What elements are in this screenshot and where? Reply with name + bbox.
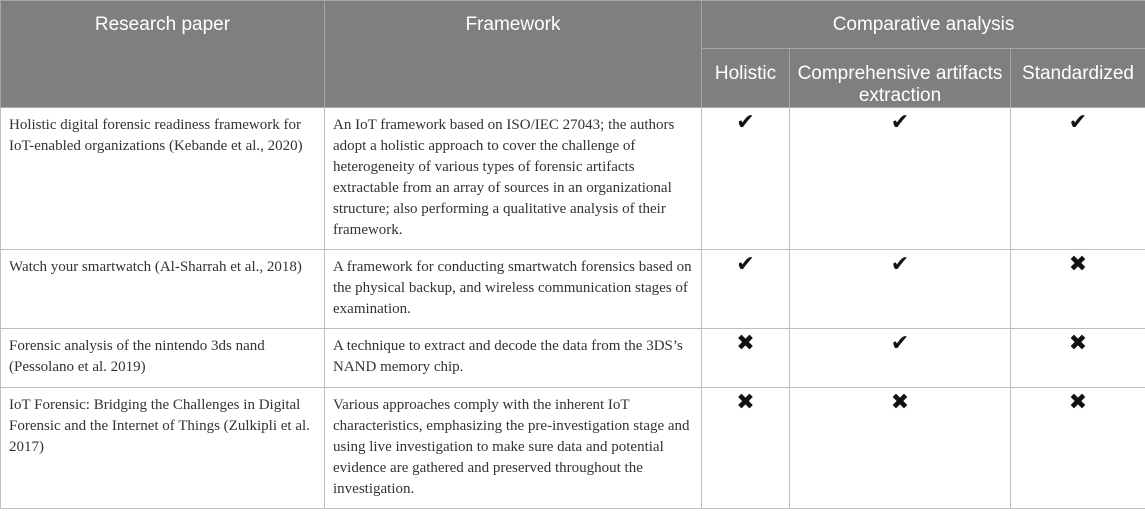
- cell-holistic: [702, 388, 790, 509]
- cell-holistic: [702, 108, 790, 250]
- cell-comprehensive: [790, 108, 1011, 250]
- cell-paper: Holistic digital forensic readiness framework for IoT-enabled organizations (Kebande et al., 2020): [1, 108, 325, 250]
- cell-comprehensive: [790, 250, 1011, 329]
- cell-paper: IoT Forensic: Bridging the Challenges in Digital Forensic and the Internet of Things (Zulkipli et al. 2017): [1, 388, 325, 509]
- cell-paper: Watch your smartwatch (Al-Sharrah et al., 2018): [1, 250, 325, 329]
- cell-comprehensive: [790, 329, 1011, 388]
- cell-standardized: [1011, 329, 1145, 388]
- header-standardized: Standardized: [1011, 49, 1145, 108]
- cross-icon: ✖: [1068, 252, 1088, 277]
- cross-icon: ✖: [736, 331, 755, 356]
- cross-icon: ✖: [890, 390, 910, 415]
- cell-holistic: [702, 329, 790, 388]
- header-comprehensive: Comprehensive artifacts extraction: [790, 49, 1011, 108]
- cross-icon: ✖: [1068, 331, 1088, 356]
- check-icon: ✔: [736, 252, 755, 277]
- table-row: [1, 108, 1145, 250]
- cell-comprehensive: [790, 388, 1011, 509]
- cross-icon: ✖: [1068, 390, 1088, 415]
- check-icon: ✔: [890, 331, 910, 356]
- table-body: [1, 108, 1145, 509]
- table-header: [1, 1, 1145, 108]
- table-row: [1, 250, 1145, 329]
- cell-paper: Forensic analysis of the nintendo 3ds nand (Pessolano et al. 2019): [1, 329, 325, 388]
- cell-framework: A framework for conducting smartwatch forensics based on the physical backup, and wireless communication stages of examination.: [325, 250, 702, 329]
- table-row: [1, 388, 1145, 509]
- header-framework: Framework: [325, 1, 702, 108]
- check-icon: ✔: [890, 110, 910, 135]
- header-comparative-analysis: Comparative analysis: [702, 1, 1145, 49]
- cross-icon: ✖: [736, 390, 755, 415]
- header-holistic: Holistic: [702, 49, 790, 108]
- check-icon: ✔: [1068, 110, 1088, 135]
- check-icon: ✔: [890, 252, 910, 277]
- cell-framework: A technique to extract and decode the data from the 3DS’s NAND memory chip.: [325, 329, 702, 388]
- table-row: [1, 329, 1145, 388]
- check-icon: ✔: [736, 110, 755, 135]
- cell-framework: Various approaches comply with the inherent IoT characteristics, emphasizing the pre-investigation stage and using live investigation to make sure data and potential evidence are gathered and preserved throughout the investigation.: [325, 388, 702, 509]
- cell-framework: An IoT framework based on ISO/IEC 27043; the authors adopt a holistic approach to cover the challenge of heterogeneity of various types of forensic artifacts extractable from an array of sources in an organizational structure; also performing a qualitative analysis of their framework.: [325, 108, 702, 250]
- cell-standardized: [1011, 388, 1145, 509]
- cell-standardized: [1011, 108, 1145, 250]
- cell-holistic: [702, 250, 790, 329]
- header-research-paper: Research paper: [1, 1, 325, 108]
- cell-standardized: [1011, 250, 1145, 329]
